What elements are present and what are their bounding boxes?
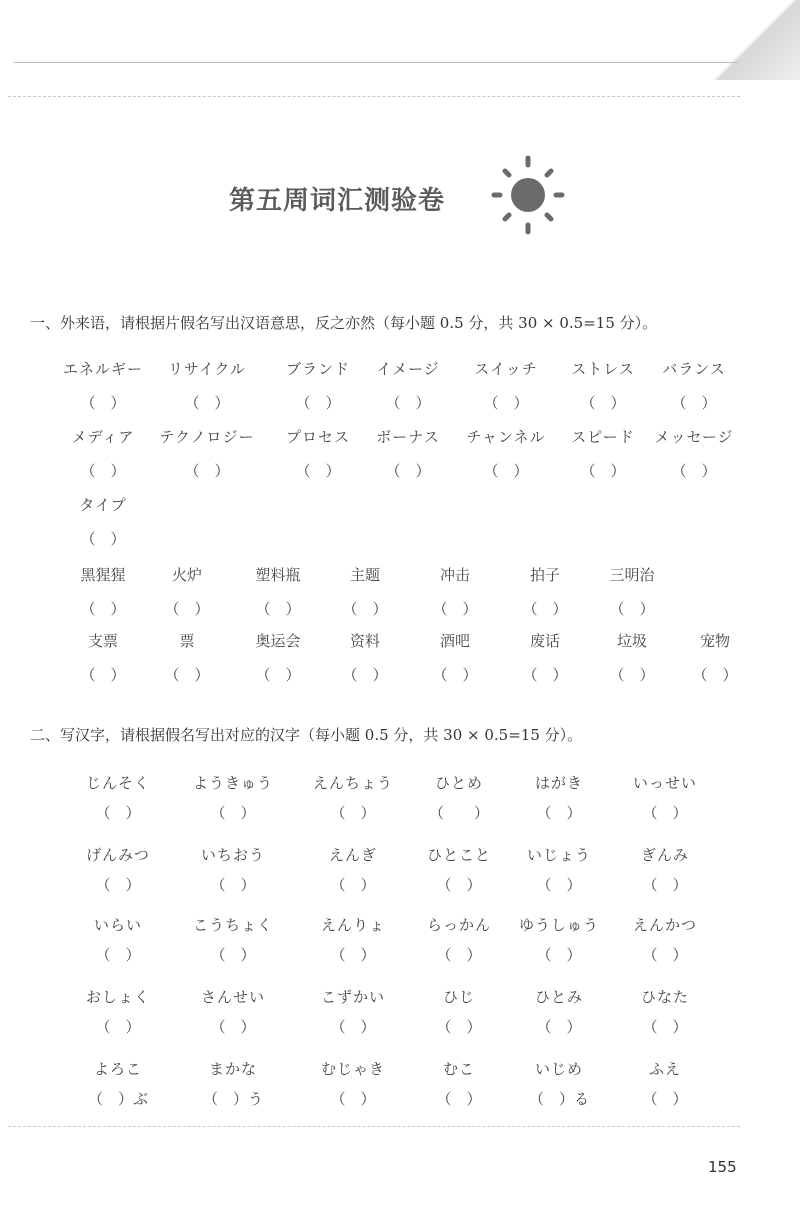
answer-blank[interactable]: （ ） — [330, 1090, 376, 1108]
katakana-row-1 — [0, 358, 800, 382]
answer-blank[interactable]: （ ） — [428, 804, 489, 822]
word-item: ストレス — [571, 360, 635, 378]
word-item: いらい — [93, 916, 142, 934]
answer-blank[interactable]: （ ） — [609, 666, 655, 684]
answer-blank[interactable]: （ ） — [436, 876, 482, 894]
kana-row-1 — [0, 772, 800, 796]
word-item: ボーナス — [376, 428, 440, 446]
word-item: むこ — [442, 1060, 475, 1078]
answer-blank[interactable]: （ ） — [436, 1018, 482, 1036]
word-item: えんかつ — [632, 916, 697, 934]
answer-row-4 — [0, 598, 800, 622]
answer-blank[interactable]: （ ） — [483, 394, 529, 412]
word-item: いちおう — [200, 846, 265, 864]
answer-blank[interactable]: （ ） — [80, 600, 126, 618]
kana-row-5 — [0, 1058, 800, 1082]
answer-blank[interactable]: （ ） — [95, 1018, 141, 1036]
answer-blank[interactable]: （ ） — [255, 600, 301, 618]
page-number: 155 — [708, 1158, 737, 1176]
word-item: よろこ — [93, 1060, 142, 1078]
word-item: いじめ — [534, 1060, 583, 1078]
answer-blank[interactable]: （ ） — [210, 804, 256, 822]
word-item: ひとこと — [426, 846, 491, 864]
word-item: チャンネル — [466, 428, 546, 446]
answer-blank[interactable]: （ ） — [692, 666, 738, 684]
answer-blank[interactable]: （ ） — [432, 600, 478, 618]
word-item: プロセス — [285, 428, 350, 446]
word-item: メッセージ — [654, 428, 734, 446]
word-item: ようきゅう — [192, 774, 273, 792]
answer-blank[interactable]: （ ） — [385, 462, 431, 480]
word-item: ぎんみ — [640, 846, 689, 864]
word-item: 塑料瓶 — [255, 566, 301, 584]
word-item: 火炉 — [171, 566, 202, 584]
word-item: えんちょう — [312, 774, 393, 792]
answer-blank[interactable]: （ ） — [95, 804, 141, 822]
answer-blank[interactable]: （ ） — [671, 394, 717, 412]
word-item: おしょく — [85, 988, 150, 1006]
answer-blank[interactable]: （ ） — [80, 530, 126, 548]
answer-blank[interactable]: （ ） — [483, 462, 529, 480]
kana-row-3 — [0, 914, 800, 938]
word-item: テクノロジー — [159, 428, 255, 446]
word-item: えんりょ — [320, 916, 385, 934]
answer-blank[interactable]: （ ） — [80, 666, 126, 684]
answer-blank[interactable]: （ ） — [295, 394, 341, 412]
answer-blank[interactable]: （ ） — [95, 876, 141, 894]
title-block — [0, 150, 800, 240]
katakana-row-3 — [0, 494, 800, 518]
word-item: じんそく — [85, 774, 150, 792]
answer-blank[interactable]: （ ） — [80, 394, 126, 412]
answer-blank[interactable]: （ ） — [385, 394, 431, 412]
word-item: 宠物 — [699, 632, 730, 650]
answer-blank[interactable]: （ ） — [536, 1018, 582, 1036]
word-item: はがき — [534, 774, 583, 792]
answer-row-2 — [0, 460, 800, 484]
answer-blank[interactable]: （ ） — [642, 804, 688, 822]
word-item: リサイクル — [168, 360, 246, 378]
word-item: 黑猩猩 — [80, 566, 126, 584]
answer-blank[interactable]: （ ） — [210, 1018, 256, 1036]
kana-row-4 — [0, 986, 800, 1010]
answer-blank[interactable]: （ ） — [95, 946, 141, 964]
answer-row-s2-1 — [0, 802, 800, 826]
answer-blank[interactable]: （ ）ぶ — [87, 1090, 148, 1108]
answer-blank[interactable]: （ ） — [536, 876, 582, 894]
chinese-row-1 — [0, 564, 800, 588]
word-item: スイッチ — [474, 360, 538, 378]
katakana-row-2 — [0, 426, 800, 450]
answer-row-3 — [0, 528, 800, 552]
answer-row-s2-3 — [0, 944, 800, 968]
word-item: まかな — [208, 1060, 257, 1078]
answer-blank[interactable]: （ ） — [642, 1090, 688, 1108]
answer-blank[interactable]: （ ） — [184, 394, 230, 412]
answer-blank[interactable]: （ ） — [522, 600, 568, 618]
word-item: ブランド — [285, 360, 350, 378]
answer-blank[interactable]: （ ） — [609, 600, 655, 618]
answer-blank[interactable]: （ ） — [671, 462, 717, 480]
answer-blank[interactable]: （ ） — [164, 666, 210, 684]
word-item: こずかい — [320, 988, 385, 1006]
word-item: バランス — [662, 360, 726, 378]
word-item: いっせい — [632, 774, 697, 792]
word-item: いじょう — [526, 846, 591, 864]
word-item: ひとめ — [434, 774, 483, 792]
answer-blank[interactable]: （ ）う — [202, 1090, 263, 1108]
answer-row-1 — [0, 392, 800, 416]
dashed-rule-bottom — [8, 1126, 740, 1127]
word-item: ひじ — [442, 988, 475, 1006]
answer-blank[interactable]: （ ）る — [528, 1090, 589, 1108]
answer-blank[interactable]: （ ） — [210, 876, 256, 894]
word-item: 冲击 — [439, 566, 470, 584]
section2-heading: 二、写汉字，请根据假名写出对应的汉字（每小题 0.5 分，共 30 × 0.5=15 分）。 — [30, 726, 583, 744]
word-item: 资料 — [349, 632, 380, 650]
word-item: らっかん — [426, 916, 491, 934]
dashed-rule-top — [8, 96, 740, 97]
answer-blank[interactable]: （ ） — [330, 946, 376, 964]
word-item: ひとみ — [534, 988, 583, 1006]
answer-blank[interactable]: （ ） — [342, 600, 388, 618]
word-item: 废话 — [529, 632, 560, 650]
answer-blank[interactable]: （ ） — [295, 462, 341, 480]
word-item: 垃圾 — [616, 632, 647, 650]
answer-blank[interactable]: （ ） — [432, 666, 478, 684]
word-item: 三明治 — [609, 566, 655, 584]
word-item: ひなた — [640, 988, 689, 1006]
answer-blank[interactable]: （ ） — [580, 394, 626, 412]
answer-blank[interactable]: （ ） — [436, 1090, 482, 1108]
answer-blank[interactable]: （ ） — [522, 666, 568, 684]
word-item: イメージ — [376, 360, 440, 378]
answer-blank[interactable]: （ ） — [642, 876, 688, 894]
answer-blank[interactable]: （ ） — [536, 946, 582, 964]
answer-blank[interactable]: （ ） — [80, 462, 126, 480]
answer-blank[interactable]: （ ） — [164, 600, 210, 618]
kana-row-2 — [0, 844, 800, 868]
answer-blank[interactable]: （ ） — [342, 666, 388, 684]
word-item: エネルギー — [62, 360, 143, 378]
word-item: ふえ — [648, 1060, 681, 1078]
answer-blank[interactable]: （ ） — [642, 946, 688, 964]
word-item: メディア — [71, 428, 135, 446]
answer-blank[interactable]: （ ） — [255, 666, 301, 684]
word-item: 拍子 — [529, 566, 560, 584]
word-item: 票 — [179, 632, 195, 650]
word-item: こうちょく — [192, 916, 273, 934]
answer-row-s2-5 — [0, 1088, 800, 1112]
answer-blank[interactable]: （ ） — [580, 462, 626, 480]
word-item: 主题 — [349, 566, 380, 584]
word-item: 支票 — [87, 632, 118, 650]
answer-blank[interactable]: （ ） — [642, 1018, 688, 1036]
answer-blank[interactable]: （ ） — [436, 946, 482, 964]
word-item: むじゃき — [320, 1060, 385, 1078]
word-item: 奥运会 — [255, 632, 301, 650]
answer-blank[interactable]: （ ） — [330, 1018, 376, 1036]
page-title: 第五周词汇测验卷 — [229, 186, 446, 216]
page-corner-curl — [710, 0, 800, 80]
answer-row-5 — [0, 664, 800, 688]
word-item: えんぎ — [328, 846, 377, 864]
answer-blank[interactable]: （ ） — [536, 804, 582, 822]
answer-blank[interactable]: （ ） — [184, 462, 230, 480]
word-item: スピード — [571, 428, 635, 446]
word-item: タイプ — [79, 496, 127, 514]
answer-blank[interactable]: （ ） — [210, 946, 256, 964]
answer-row-s2-4 — [0, 1016, 800, 1040]
chinese-row-2 — [0, 630, 800, 654]
word-item: げんみつ — [86, 846, 150, 864]
header-rule — [14, 62, 738, 63]
answer-blank[interactable]: （ ） — [330, 876, 376, 894]
answer-row-s2-2 — [0, 874, 800, 898]
word-item: ゆうしゅう — [518, 916, 599, 934]
section1-heading: 一、外来语，请根据片假名写出汉语意思，反之亦然（每小题 0.5 分，共 30 × 0.5=15 分）。 — [30, 314, 658, 332]
sun-icon — [478, 150, 578, 240]
word-item: さんせい — [200, 988, 265, 1006]
word-item: 酒吧 — [439, 632, 470, 650]
answer-blank[interactable]: （ ） — [330, 804, 376, 822]
